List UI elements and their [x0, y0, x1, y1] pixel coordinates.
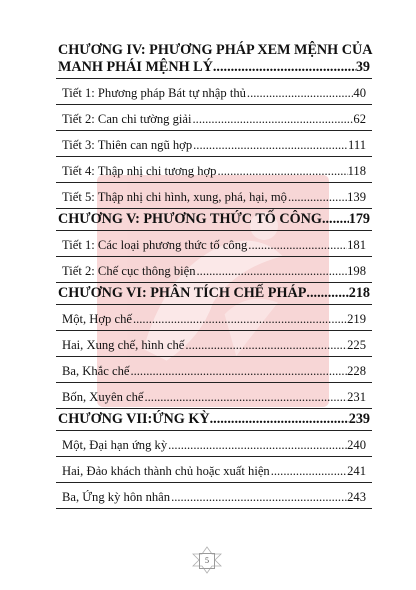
- dot-leader: [184, 338, 347, 353]
- chapter-title: CHƯƠNG VII:ỨNG KỲ: [58, 411, 210, 427]
- dot-leader: [132, 312, 347, 327]
- toc-entry[interactable]: [56, 257, 372, 283]
- entry-page-number: 198: [347, 264, 366, 278]
- chapter-title-line2: MANH PHÁI MỆNH LÝ: [58, 59, 213, 75]
- dot-leader: [144, 390, 348, 405]
- dot-leader: [322, 211, 349, 228]
- entry-page-number: 231: [347, 390, 366, 404]
- entry-page-number: 40: [353, 86, 366, 100]
- entry-page-number: 240: [347, 438, 366, 452]
- entry-label: Bốn, Xuyên chế: [62, 390, 144, 404]
- toc-chapter-6[interactable]: [56, 283, 372, 305]
- dot-leader: [170, 490, 347, 505]
- chapter-title: CHƯƠNG VI: PHÂN TÍCH CHẾ PHÁP: [58, 285, 307, 301]
- entry-label: Một, Hợp chế: [62, 312, 132, 326]
- entry-label: Tiết 1: Các loại phương thức tố công: [62, 238, 248, 252]
- toc-entry[interactable]: [56, 357, 372, 383]
- entry-label: Ba, Ứng kỳ hôn nhân: [62, 490, 171, 504]
- entry-label: Tiết 2: Chế cục thông biện: [62, 264, 196, 278]
- dot-leader: [196, 264, 348, 279]
- chapter-page-number: 239: [348, 411, 370, 427]
- entry-page-number: 111: [348, 138, 366, 152]
- dot-leader: [247, 238, 347, 253]
- entry-page-number: 181: [347, 238, 366, 252]
- entry-label: Hai, Đảo khách thành chủ hoặc xuất hiện: [62, 464, 270, 478]
- dot-leader: [213, 59, 356, 76]
- entry-page-number: 139: [347, 190, 366, 204]
- page-number: 5: [199, 553, 215, 569]
- dot-leader: [192, 138, 348, 153]
- entry-page-number: 228: [347, 364, 366, 378]
- entry-label: Ba, Khắc chế: [62, 364, 130, 378]
- dot-leader: [287, 190, 347, 205]
- toc-entry[interactable]: [56, 383, 372, 409]
- table-of-contents: [56, 40, 372, 509]
- toc-entry[interactable]: [56, 431, 372, 457]
- chapter-title-line1: CHƯƠNG IV: PHƯƠNG PHÁP XEM MỆNH CỦA: [58, 42, 373, 58]
- entry-label: Tiết 2: Can chi tường giải: [62, 112, 192, 126]
- dot-leader: [216, 164, 347, 179]
- dot-leader: [192, 112, 354, 127]
- dot-leader: [167, 438, 347, 453]
- toc-entry[interactable]: [56, 231, 372, 257]
- entry-label: Tiết 4: Thập nhị chi tương hợp: [62, 164, 217, 178]
- chapter-page-number: 39: [355, 59, 370, 75]
- toc-entry[interactable]: [56, 105, 372, 131]
- entry-page-number: 243: [347, 490, 366, 504]
- dot-leader: [306, 285, 348, 302]
- entry-page-number: 62: [353, 112, 366, 126]
- entry-page-number: 225: [347, 338, 366, 352]
- dot-leader: [129, 364, 347, 379]
- toc-entry[interactable]: [56, 183, 372, 209]
- entry-label: Một, Đại hạn ứng kỳ: [62, 438, 168, 452]
- toc-entry[interactable]: [56, 305, 372, 331]
- toc-chapter-5[interactable]: [56, 209, 372, 231]
- chapter-page-number: 218: [348, 285, 370, 301]
- entry-page-number: 118: [347, 164, 366, 178]
- toc-entry[interactable]: [56, 483, 372, 509]
- entry-label: Tiết 5: Thập nhị chi hình, xung, phá, hại, mộ: [62, 190, 287, 204]
- entry-page-number: 219: [347, 312, 366, 326]
- toc-chapter-7[interactable]: [56, 409, 372, 431]
- dot-leader: [270, 464, 347, 479]
- toc-chapter-4[interactable]: [56, 40, 372, 79]
- toc-entry[interactable]: [56, 131, 372, 157]
- toc-entry[interactable]: [56, 331, 372, 357]
- chapter-page-number: 179: [348, 211, 370, 227]
- toc-entry[interactable]: [56, 457, 372, 483]
- entry-page-number: 241: [347, 464, 366, 478]
- entry-label: Tiết 1: Phương pháp Bát tự nhập thủ: [62, 86, 246, 100]
- dot-leader: [210, 411, 349, 428]
- toc-entry[interactable]: [56, 157, 372, 183]
- entry-label: Tiết 3: Thiên can ngũ hợp: [62, 138, 193, 152]
- toc-entry[interactable]: [56, 79, 372, 105]
- entry-label: Hai, Xung chế, hình chế: [62, 338, 185, 352]
- dot-leader: [246, 86, 353, 101]
- chapter-title: CHƯƠNG V: PHƯƠNG THỨC TỐ CÔNG: [58, 211, 322, 227]
